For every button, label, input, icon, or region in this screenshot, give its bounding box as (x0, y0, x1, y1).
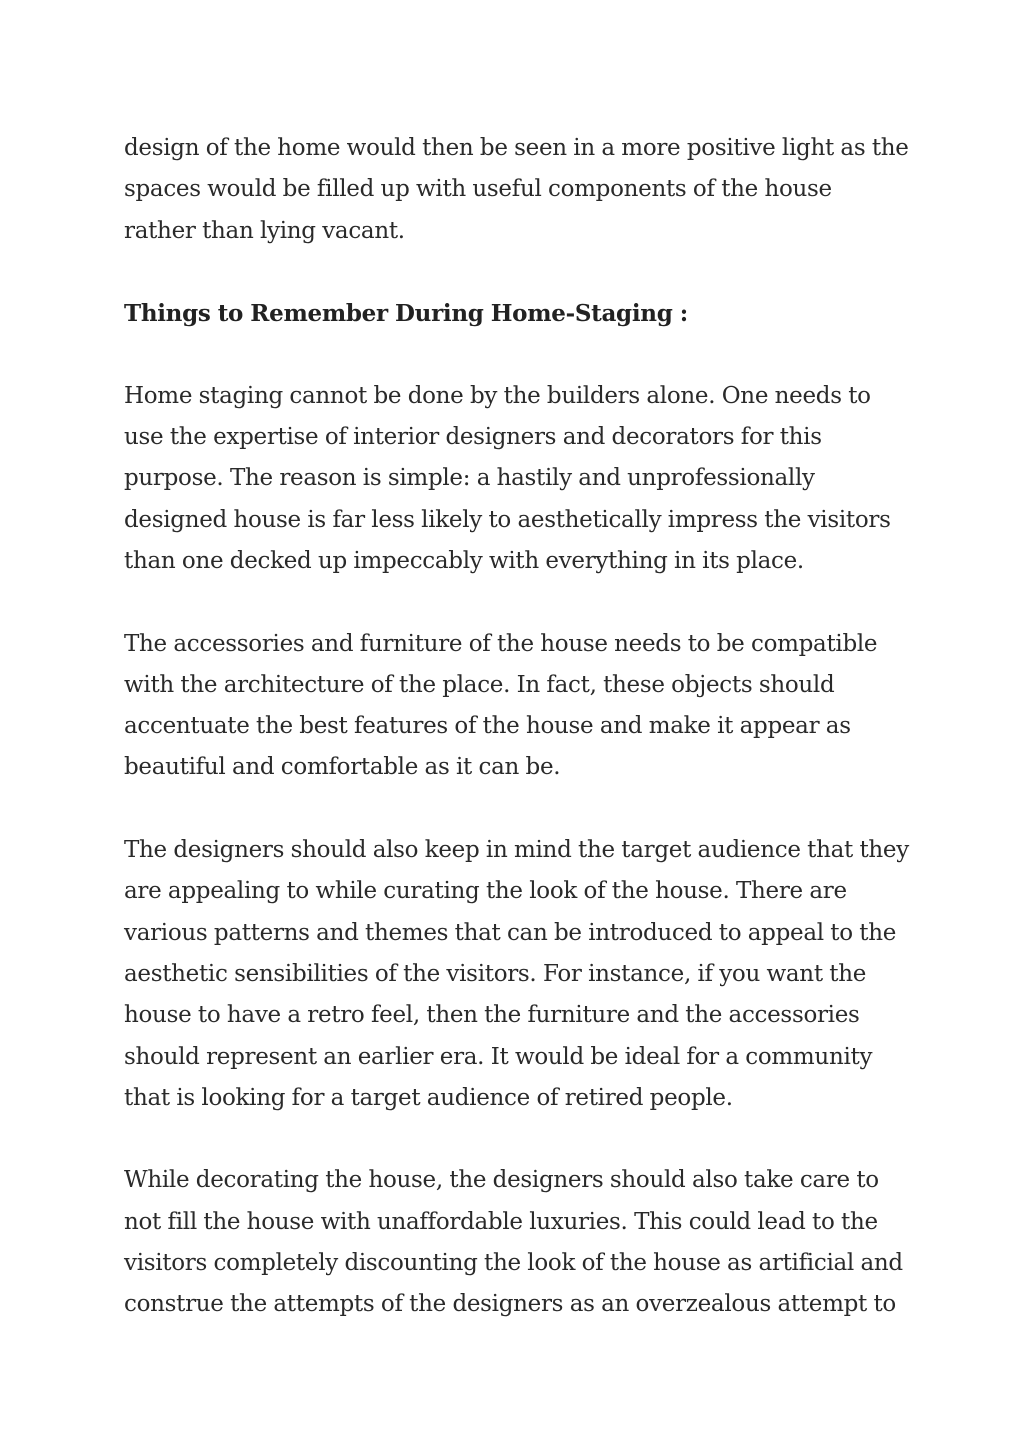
paragraph-decorating (124, 1160, 914, 1325)
text-line: accentuate the best features of the house and make it appear as (124, 713, 851, 740)
heading-text: Things to Remember During Home-Staging : (124, 300, 688, 328)
paragraph-home-staging (124, 376, 914, 582)
text-line: The designers should also keep in mind the target audience that they (124, 837, 909, 864)
text-line: various patterns and themes that can be introduced to appeal to the (124, 919, 897, 946)
text-line: purpose. The reason is simple: a hastily and unprofessionally (124, 465, 815, 492)
text-line: spaces would be filled up with useful components of the house (124, 176, 832, 203)
text-line: house to have a retro feel, then the furniture and the accessories (124, 1002, 860, 1029)
text-line: than one decked up impeccably with everything in its place. (124, 547, 804, 574)
text-line: While decorating the house, the designers should also take care to (124, 1167, 879, 1194)
text-line: design of the home would then be seen in a more positive light as the (124, 135, 909, 161)
text-line: are appealing to while curating the look of the house. There are (124, 878, 847, 905)
text-line: beautiful and comfortable as it can be. (124, 754, 561, 781)
text-line: rather than lying vacant. (124, 217, 405, 244)
paragraph-target-audience (124, 830, 914, 1119)
text-line: designed house is far less likely to aesthetically impress the visitors (124, 506, 891, 533)
text-line: with the architecture of the place. In fact, these objects should (124, 671, 835, 698)
text-line: use the expertise of interior designers and decorators for this (124, 424, 822, 451)
text-line: not fill the house with unaffordable luxuries. This could lead to the (124, 1208, 878, 1235)
document-page (124, 128, 914, 1367)
paragraph-intro-continuation (124, 128, 914, 252)
text-line: visitors completely discounting the look of the house as artificial and (124, 1250, 903, 1277)
text-line: should represent an earlier era. It would be ideal for a community (124, 1043, 873, 1070)
text-line: Home staging cannot be done by the builders alone. One needs to (124, 382, 871, 409)
text-line: construe the attempts of the designers as an overzealous attempt to (124, 1291, 896, 1318)
section-heading (124, 293, 914, 334)
paragraph-accessories (124, 624, 914, 789)
text-line: The accessories and furniture of the house needs to be compatible (124, 630, 878, 657)
text-line: aesthetic sensibilities of the visitors. For instance, if you want the (124, 960, 867, 987)
text-line: that is looking for a target audience of retired people. (124, 1084, 733, 1111)
